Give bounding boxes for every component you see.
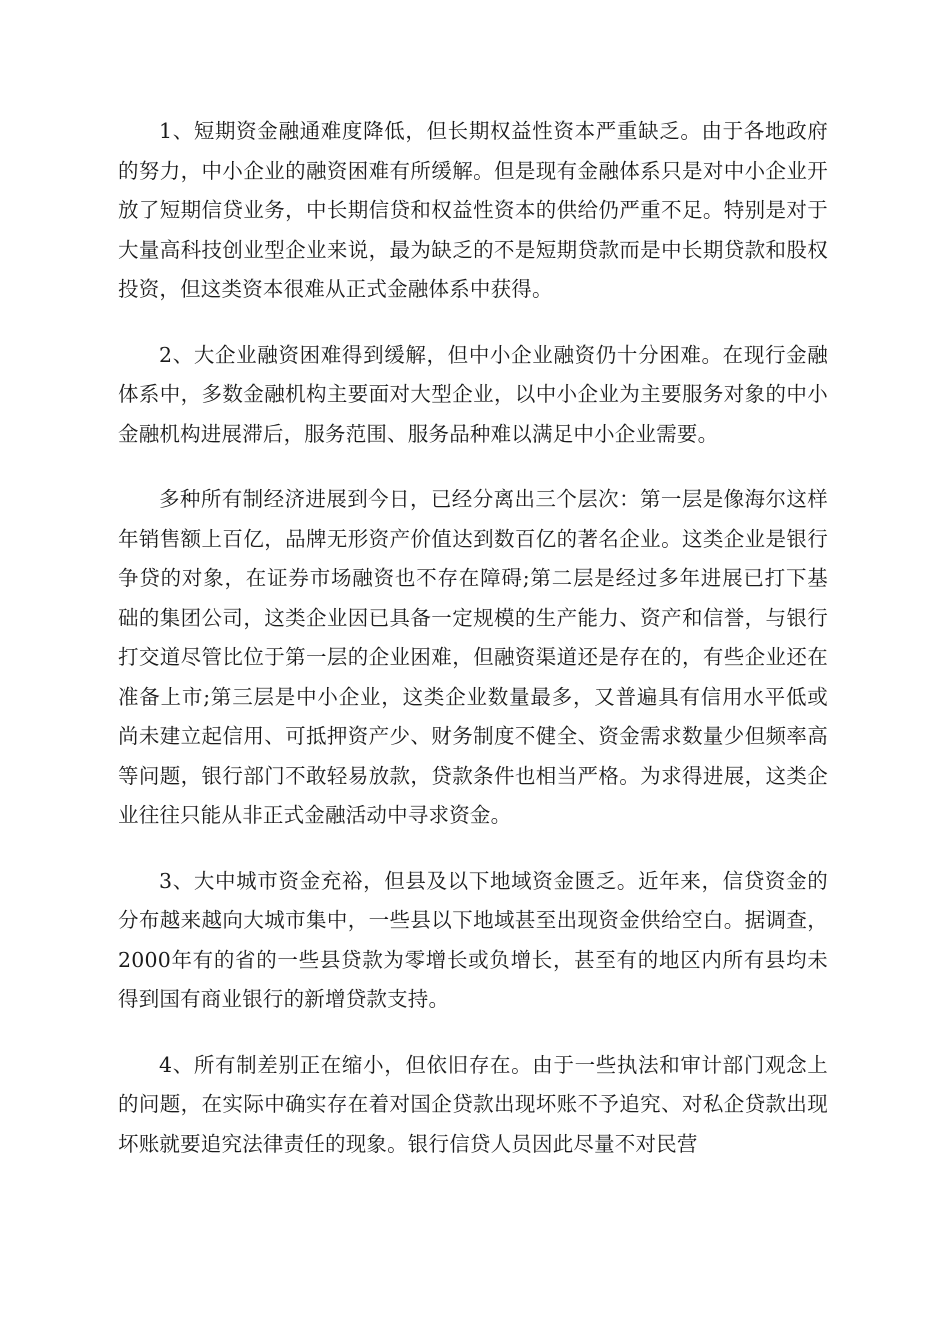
paragraph-short-term-funding: 1、短期资金融通难度降低，但长期权益性资本严重缺乏。由于各地政府的努力，中小企业的融资困难有所缓解。但是现有金融体系只是对中小企业开放了短期信贷业务，中长期信贷和权益性资本的供给仍严重不足。特别是对于大量高科技创业型企业来说，最为缺乏的不是短期贷款而是中长期贷款和股权投资，但这类资本很难从正式金融体系中获得。 (118, 119, 828, 301)
paragraph-large-vs-small-enterprise: 2、大企业融资困难得到缓解，但中小企业融资仍十分困难。在现行金融体系中，多数金融机构主要面对大型企业，以中小企业为主要服务对象的中小金融机构进展滞后，服务范围、服务品种难以满足中小企业需要。 (118, 342, 828, 446)
paragraph-three-tiers: 多种所有制经济进展到今日，已经分离出三个层次：第一层是像海尔这样年销售额上百亿，品牌无形资产价值达到数百亿的著名企业。这类企业是银行争贷的对象，在证券市场融资也不存在障碍;第二层是经过多年进展已打下基础的集团公司，这类企业因已具备一定规模的生产能力、资产和信誉，与银行打交道尽管比位于第一层的企业困难，但融资渠道还是存在的，有些企业还在准备上市;第三层是中小企业，这类企业数量最多，又普遍具有信用水平低或尚未建立起信用、可抵押资产少、财务制度不健全、资金需求数量少但频率高等问题，银行部门不敢轻易放款，贷款条件也相当严格。为求得进展，这类企业往往只能从非正式金融活动中寻求资金。 (118, 487, 828, 827)
paragraph-ownership-difference: 4、所有制差别正在缩小，但依旧存在。由于一些执法和审计部门观念上的问题，在实际中确实存在着对国企贷款出现坏账不予追究、对私企贷款出现坏账就要追究法律责任的现象。银行信贷人员因此尽量不对民营 (118, 1052, 828, 1156)
document-body (118, 112, 828, 1190)
paragraph-city-vs-county: 3、大中城市资金充裕，但县及以下地域资金匮乏。近年来，信贷资金的分布越来越向大城市集中，一些县以下地域甚至出现资金供给空白。据调查，2000年有的省的一些县贷款为零增长或负增长，甚至有的地区内所有县均未得到国有商业银行的新增贷款支持。 (118, 868, 828, 1011)
